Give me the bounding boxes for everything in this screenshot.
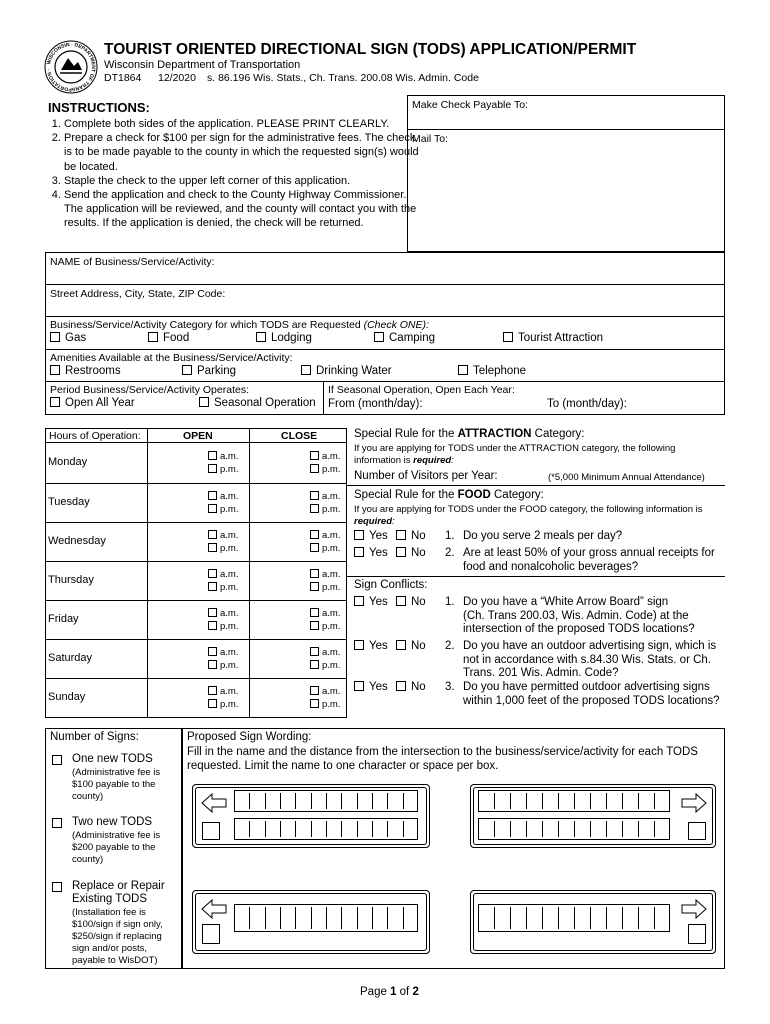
character-box-divider: [326, 907, 327, 929]
hours-day-label: Thursday: [48, 573, 94, 586]
distance-box[interactable]: [202, 924, 220, 944]
am-option[interactable]: a.m.: [208, 450, 238, 463]
conflict-q2-no[interactable]: No: [396, 640, 426, 652]
character-box-divider: [403, 793, 404, 809]
am-option[interactable]: a.m.: [208, 529, 238, 542]
character-box-divider: [387, 907, 388, 929]
character-box-divider: [510, 793, 511, 809]
checkbox[interactable]: [354, 681, 364, 691]
pm-option[interactable]: p.m.: [310, 463, 340, 476]
conflict-question-text: intersection of the proposed TODS locations?: [463, 623, 695, 635]
hours-open-time-input[interactable]: [149, 642, 205, 675]
checkbox[interactable]: [396, 640, 406, 650]
checkbox[interactable]: [301, 365, 311, 375]
distance-box[interactable]: [688, 822, 706, 840]
hours-open-header: OPEN: [183, 430, 213, 442]
visitors-per-year-input[interactable]: [504, 468, 544, 482]
checkbox[interactable]: [310, 491, 319, 500]
sign-option-title: Existing TODS: [72, 893, 147, 905]
character-box-divider: [542, 793, 543, 809]
conflict-q1-yes[interactable]: Yes: [354, 596, 388, 608]
hours-day-label: Friday: [48, 612, 79, 625]
pm-option[interactable]: p.m.: [208, 620, 238, 633]
character-box-divider: [326, 793, 327, 809]
character-box-divider: [357, 907, 358, 929]
hours-open-time-input[interactable]: [149, 564, 205, 597]
seasonal-label: If Seasonal Operation, Open Each Year:: [328, 384, 515, 396]
arrow-right-icon: [680, 792, 708, 814]
character-box-divider: [606, 793, 607, 809]
pm-option[interactable]: p.m.: [208, 659, 238, 672]
food-q1-no[interactable]: No: [396, 530, 426, 542]
character-box-divider: [526, 821, 527, 837]
hours-close-ampm: [310, 529, 340, 555]
character-box-divider: [574, 821, 575, 837]
character-box-divider: [494, 821, 495, 837]
character-box-divider: [542, 907, 543, 929]
hours-close-time-input[interactable]: [251, 603, 307, 636]
conflict-q1-number: 1.: [445, 596, 455, 608]
hours-close-time-input[interactable]: [251, 642, 307, 675]
character-box-divider: [510, 821, 511, 837]
checkbox[interactable]: [458, 365, 468, 375]
hours-close-ampm: [310, 607, 340, 633]
conflict-question-text: Do you have permitted outdoor advertising signs: [463, 681, 710, 693]
sign-option-title: Two new TODS: [72, 816, 153, 828]
attraction-rule-title: Special Rule for the ATTRACTION Category:: [354, 428, 585, 440]
arrow-right-icon: [680, 898, 708, 920]
amenity-parking[interactable]: Parking: [182, 365, 236, 377]
character-box-divider: [574, 793, 575, 809]
checkbox[interactable]: [310, 647, 319, 656]
character-box-divider: [326, 821, 327, 837]
hours-day-label: Tuesday: [48, 495, 90, 508]
checkbox[interactable]: [50, 397, 60, 407]
character-box-divider: [606, 907, 607, 929]
category-lodging[interactable]: Lodging: [256, 332, 312, 344]
arrow-left-icon: [200, 898, 228, 920]
checkbox[interactable]: [148, 332, 158, 342]
checkbox[interactable]: [503, 332, 513, 342]
hours-open-ampm: [208, 568, 238, 594]
character-box-divider: [622, 821, 623, 837]
checkbox[interactable]: [310, 504, 319, 513]
hours-open-time-input[interactable]: [149, 681, 205, 715]
checkbox[interactable]: [310, 543, 319, 552]
to-month-day-label: To (month/day):: [547, 398, 627, 410]
amenity-telephone[interactable]: Telephone: [458, 365, 526, 377]
checkbox[interactable]: [310, 621, 319, 630]
character-box-divider: [622, 793, 623, 809]
amenity-restrooms[interactable]: Restrooms: [50, 365, 121, 377]
pm-option[interactable]: p.m.: [208, 542, 238, 555]
instructions-list: [48, 117, 424, 231]
am-option[interactable]: a.m.: [208, 607, 238, 620]
checkbox[interactable]: [208, 621, 217, 630]
checkbox[interactable]: [396, 596, 406, 606]
conflict-question-text: Do you have a “White Arrow Board” sign: [463, 596, 669, 608]
form-number: DT1864: [104, 72, 142, 84]
hours-close-ampm: [310, 450, 340, 476]
character-box-divider: [372, 821, 373, 837]
sign-option-note: payable to WisDOT): [72, 955, 158, 966]
checkbox[interactable]: [354, 596, 364, 606]
character-box-divider: [606, 821, 607, 837]
make-check-payable-label: Make Check Payable To:: [412, 99, 528, 111]
sign-option-note: county): [72, 791, 104, 802]
checkbox[interactable]: [208, 543, 217, 552]
character-box-divider: [311, 821, 312, 837]
pm-option[interactable]: p.m.: [310, 698, 340, 711]
character-box-divider: [311, 907, 312, 929]
character-box-divider: [526, 793, 527, 809]
character-box-divider: [357, 821, 358, 837]
checkbox[interactable]: [50, 365, 60, 375]
character-box-divider: [574, 907, 575, 929]
checkbox[interactable]: [310, 608, 319, 617]
conflict-q3-no[interactable]: No: [396, 681, 426, 693]
character-box-divider: [372, 793, 373, 809]
checkbox[interactable]: [208, 608, 217, 617]
character-box-divider: [526, 907, 527, 929]
hours-label: Hours of Operation:: [49, 430, 141, 442]
checkbox[interactable]: [208, 569, 217, 578]
checkbox[interactable]: [354, 547, 364, 557]
character-box-divider: [654, 821, 655, 837]
sign-option-note: $100 payable to the: [72, 779, 156, 790]
food-rule-text: If you are applying for TODS under the FOOD category, the following information is required:: [354, 504, 703, 527]
character-box-divider: [510, 907, 511, 929]
character-box-divider: [654, 793, 655, 809]
from-month-day-label: From (month/day):: [328, 398, 423, 410]
instruction-item: 2. Prepare a check for $100 per sign for the administrative fees. The check is to be made payable to the county in which the requested sign(s) would be located.: [64, 131, 424, 174]
character-box-divider: [341, 793, 342, 809]
pm-option[interactable]: p.m.: [208, 581, 238, 594]
amenities-label: Amenities Available at the Business/Service/Activity:: [50, 352, 293, 364]
character-box-divider: [638, 821, 639, 837]
conflict-q3-number: 3.: [445, 681, 455, 693]
checkbox[interactable]: [310, 699, 319, 708]
character-box-divider: [311, 793, 312, 809]
conflict-question-text: within 1,000 feet of the proposed TODS locations?: [463, 694, 720, 707]
sign-option-note: $100/sign if sign only,: [72, 919, 163, 930]
character-box-divider: [590, 793, 591, 809]
character-box-divider: [249, 907, 250, 929]
hours-close-time-input[interactable]: [251, 445, 307, 480]
character-box-divider: [622, 907, 623, 929]
checkbox[interactable]: [374, 332, 384, 342]
hours-open-time-input[interactable]: [149, 603, 205, 636]
character-box-divider: [295, 793, 296, 809]
checkbox[interactable]: [310, 464, 319, 473]
food-q2-no[interactable]: No: [396, 547, 426, 559]
food-q2-text-line2: food and nonalcoholic beverages?: [463, 561, 639, 573]
character-box-divider: [387, 821, 388, 837]
period-open-all-year[interactable]: Open All Year: [50, 397, 135, 409]
am-option[interactable]: a.m.: [310, 568, 340, 581]
business-name-label: NAME of Business/Service/Activity:: [50, 256, 215, 268]
arrow-left-icon: [200, 792, 228, 814]
checkbox[interactable]: [354, 640, 364, 650]
character-box-divider: [494, 907, 495, 929]
pm-option[interactable]: p.m.: [310, 659, 340, 672]
checkbox[interactable]: [310, 451, 319, 460]
character-box-divider: [558, 821, 559, 837]
character-box-divider: [638, 793, 639, 809]
checkbox[interactable]: [310, 569, 319, 578]
checkbox[interactable]: [50, 332, 60, 342]
hours-open-ampm: [208, 607, 238, 633]
hours-close-time-input[interactable]: [251, 525, 307, 558]
hours-close-ampm: [310, 646, 340, 672]
hours-open-ampm: [208, 685, 238, 711]
am-option[interactable]: a.m.: [310, 490, 340, 503]
hours-close-time-input[interactable]: [251, 486, 307, 519]
hours-open-ampm: [208, 529, 238, 555]
pm-option[interactable]: p.m.: [208, 698, 238, 711]
number-of-signs-label: Number of Signs:: [50, 731, 139, 743]
character-box-divider: [590, 907, 591, 929]
category-camping[interactable]: Camping: [374, 332, 435, 344]
conflict-q1-no[interactable]: No: [396, 596, 426, 608]
conflict-question-text: (Ch. Trans 200.03, Wis. Admin. Code) at the: [463, 609, 689, 622]
pm-option[interactable]: p.m.: [208, 503, 238, 516]
conflict-q3-yes[interactable]: Yes: [354, 681, 388, 693]
category-food[interactable]: Food: [148, 332, 189, 344]
character-box-divider: [295, 821, 296, 837]
checkbox[interactable]: [208, 582, 217, 591]
instruction-item: 3. Staple the check to the upper left corner of this application.: [64, 174, 424, 188]
character-box-divider: [494, 793, 495, 809]
checkbox[interactable]: [208, 491, 217, 500]
pm-option[interactable]: p.m.: [208, 463, 238, 476]
form-date: 12/2020: [158, 72, 196, 84]
am-option[interactable]: a.m.: [310, 450, 340, 463]
checkbox[interactable]: [310, 582, 319, 591]
distance-box[interactable]: [202, 822, 220, 840]
character-box-divider: [249, 793, 250, 809]
sign-option-title: One new TODS: [72, 753, 153, 765]
instruction-item: 4. Send the application and check to the County Highway Commissioner. The application will be reviewed, and the county will contact you with the results. If the application is denied, the check will be returned.: [64, 188, 424, 231]
wisdot-seal: [44, 40, 98, 94]
hours-close-ampm: [310, 490, 340, 516]
amenity-drinking-water[interactable]: Drinking Water: [301, 365, 392, 377]
am-option[interactable]: a.m.: [310, 529, 340, 542]
character-box-divider: [341, 821, 342, 837]
sign-option-note: (Administrative fee is: [72, 830, 161, 841]
checkbox[interactable]: [199, 397, 209, 407]
hours-close-time-input[interactable]: [251, 564, 307, 597]
sign-wording-label: Proposed Sign Wording:: [187, 731, 312, 743]
category-gas[interactable]: Gas: [50, 332, 86, 344]
sign-wording-text: Fill in the name and the distance from the intersection to the business/service/activity for each TODS requested. Limit the name to one character or space per box.: [187, 746, 698, 772]
checkbox[interactable]: [396, 547, 406, 557]
sign-option-note: (Installation fee is: [72, 907, 146, 918]
am-option[interactable]: a.m.: [310, 646, 340, 659]
checkbox[interactable]: [208, 699, 217, 708]
sign-option-note: sign and/or posts,: [72, 943, 147, 954]
sign-option-note: $250/sign if replacing: [72, 931, 162, 942]
character-box-divider: [265, 821, 266, 837]
hours-day-label: Sunday: [48, 691, 86, 703]
sign-option-checkbox[interactable]: [52, 755, 62, 765]
attraction-rule-text: If you are applying for TODS under the ATTRACTION category, the following information is required:: [354, 443, 676, 466]
character-box-divider: [280, 907, 281, 929]
character-box-divider: [542, 821, 543, 837]
visitors-per-year-label: Number of Visitors per Year:: [354, 470, 498, 482]
food-q2-number: 2.: [445, 547, 455, 559]
character-box-divider: [654, 907, 655, 929]
category-tourist-attraction[interactable]: Tourist Attraction: [503, 332, 603, 344]
am-option[interactable]: a.m.: [208, 646, 238, 659]
character-box-divider: [403, 821, 404, 837]
period-label: Period Business/Service/Activity Operates:: [50, 384, 249, 396]
business-name-input[interactable]: [46, 268, 724, 283]
character-box-divider: [387, 793, 388, 809]
sign-option-checkbox[interactable]: [52, 818, 62, 828]
character-box-divider: [341, 907, 342, 929]
sign-option-note: (Administrative fee is: [72, 767, 161, 778]
checkbox[interactable]: [310, 686, 319, 695]
sign-option-note: $200 payable to the: [72, 842, 156, 853]
character-box-divider: [372, 907, 373, 929]
conflict-question-text: Do you have an outdoor advertising sign, which is: [463, 640, 717, 652]
character-box-divider: [249, 821, 250, 837]
hours-open-ampm: [208, 450, 238, 476]
conflict-q2-yes[interactable]: Yes: [354, 640, 388, 652]
hours-day-label: Wednesday: [48, 534, 106, 547]
make-check-payable-input[interactable]: [408, 112, 724, 128]
character-box-divider: [295, 907, 296, 929]
hours-close-ampm: [310, 568, 340, 594]
form-title: TOURIST ORIENTED DIRECTIONAL SIGN (TODS) APPLICATION/PERMIT: [104, 41, 637, 58]
hours-close-ampm: [310, 685, 340, 711]
hours-close-header: CLOSE: [281, 430, 318, 442]
checkbox[interactable]: [208, 464, 217, 473]
food-q2-text-line1: Are at least 50% of your gross annual receipts for: [463, 547, 715, 559]
form-statute: s. 86.196 Wis. Stats., Ch. Trans. 200.08 Wis. Admin. Code: [207, 72, 479, 84]
sign-option-title: Replace or Repair: [72, 880, 165, 892]
sign-option-checkbox[interactable]: [52, 882, 62, 892]
sign-conflicts-label: Sign Conflicts:: [354, 579, 428, 591]
checkbox[interactable]: [208, 504, 217, 513]
character-box-divider: [590, 821, 591, 837]
to-month-day-input[interactable]: [636, 396, 722, 412]
checkbox[interactable]: [310, 530, 319, 539]
food-rule-title: Special Rule for the FOOD Category:: [354, 489, 544, 501]
category-label: Business/Service/Activity Category for which TODS are Requested (Check ONE):: [50, 319, 429, 331]
hours-open-time-input[interactable]: [149, 525, 205, 558]
instructions-heading: INSTRUCTIONS:: [48, 100, 150, 115]
page-number: Page 1 of 2: [360, 986, 419, 998]
checkbox[interactable]: [182, 365, 192, 375]
checkbox[interactable]: [208, 647, 217, 656]
character-box-divider: [280, 793, 281, 809]
character-box-divider: [638, 907, 639, 929]
hours-open-ampm: [208, 646, 238, 672]
instruction-item: 1. Complete both sides of the application. PLEASE PRINT CLEARLY.: [64, 117, 424, 131]
hours-open-time-input[interactable]: [149, 445, 205, 480]
mail-to-input[interactable]: [408, 146, 724, 250]
conflict-question-text: not in accordance with s.84.30 Wis. Stats. or Ch.: [463, 653, 712, 666]
from-month-day-input[interactable]: [434, 396, 534, 412]
food-q1-number: 1.: [445, 530, 455, 542]
am-option[interactable]: a.m.: [208, 685, 238, 698]
am-option[interactable]: a.m.: [208, 490, 238, 503]
food-q1-text: Do you serve 2 meals per day?: [463, 530, 623, 542]
conflict-question-text: Trans. 201 Wis. Admin. Code?: [463, 667, 619, 679]
pm-option[interactable]: p.m.: [310, 581, 340, 594]
pm-option[interactable]: p.m.: [310, 620, 340, 633]
checkbox[interactable]: [310, 660, 319, 669]
department-name: Wisconsin Department of Transportation: [104, 59, 301, 71]
food-q2-yes[interactable]: Yes: [354, 547, 388, 559]
mail-to-label: Mail To:: [412, 133, 448, 145]
hours-close-time-input[interactable]: [251, 681, 307, 715]
pm-option[interactable]: p.m.: [310, 542, 340, 555]
character-box-divider: [280, 821, 281, 837]
food-q1-yes[interactable]: Yes: [354, 530, 388, 542]
distance-box[interactable]: [688, 924, 706, 944]
street-address-label: Street Address, City, State, ZIP Code:: [50, 288, 226, 300]
visitors-minimum-note: (*5,000 Minimum Annual Attendance): [548, 472, 705, 483]
hours-day-label: Saturday: [48, 651, 93, 664]
checkbox[interactable]: [208, 451, 217, 460]
am-option[interactable]: a.m.: [310, 607, 340, 620]
checkbox[interactable]: [208, 530, 217, 539]
character-box-divider: [357, 793, 358, 809]
checkbox[interactable]: [208, 660, 217, 669]
character-box-divider: [265, 907, 266, 929]
checkbox[interactable]: [208, 686, 217, 695]
am-option[interactable]: a.m.: [310, 685, 340, 698]
character-box-divider: [558, 793, 559, 809]
sign-option-note: county): [72, 854, 104, 865]
character-box-divider: [403, 907, 404, 929]
svg-text:WISCONSIN · DEPARTMENT OF TRAN: WISCONSIN · DEPARTMENT OF TRANSPORTATION ·: [46, 41, 97, 93]
hours-open-time-input[interactable]: [149, 486, 205, 519]
pm-option[interactable]: p.m.: [310, 503, 340, 516]
character-box-divider: [558, 907, 559, 929]
period-seasonal[interactable]: Seasonal Operation: [199, 397, 316, 409]
am-option[interactable]: a.m.: [208, 568, 238, 581]
checkbox[interactable]: [256, 332, 266, 342]
checkbox[interactable]: [354, 530, 364, 540]
character-box-divider: [265, 793, 266, 809]
conflict-q2-number: 2.: [445, 640, 455, 652]
hours-day-label: Monday: [48, 455, 88, 468]
hours-open-ampm: [208, 490, 238, 516]
street-address-input[interactable]: [46, 300, 724, 315]
checkbox[interactable]: [396, 530, 406, 540]
checkbox[interactable]: [396, 681, 406, 691]
